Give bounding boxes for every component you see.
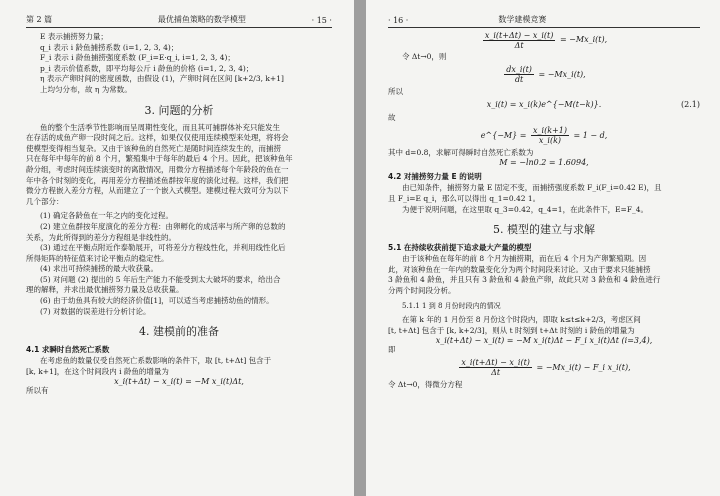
paragraph-line: 在存活的成鱼产卵一段时间之后。这样，如果仅仅使用连续模型来处理，将将会 [26,133,289,143]
subsection-5-1-title: 5.1 在持续收获前提下追求最大产量的模型 [388,243,532,253]
equation-5-1: x_i(t+Δt) − x_i(t) = −M x_i(t)Δt − F_i x_i(t)Δt (i=3,4), [435,336,653,346]
right-page [366,0,720,496]
right-page-number: · 16 · [388,16,409,25]
equation-2-1 [388,97,700,113]
equation-number: (2.1) [681,100,700,110]
list-item: (5) 对问题 (2) 提出的 5 年后生产能力不能受到太大破坏的要求，给出合 [40,274,281,284]
paragraph-line: [k, k+1]，在这个时间段内 i 龄鱼的增量为 [26,366,169,376]
death-rate-line: 其中 d=0.8，求解可得瞬时自然死亡系数为 [388,147,534,157]
fraction-numerator: x_i(k+1) [533,126,567,136]
definition-line: q_i 表示 i 龄鱼捕捞系数 (i=1, 2, 3, 4)； [40,42,179,52]
equation-derivative [388,63,700,87]
intro-definitions [26,32,332,96]
left-page [0,0,354,496]
subsection-4-1-title: 4.1 求瞬时自然死亡系数 [26,345,110,355]
equation-difference-quotient [388,28,700,52]
list-item: 关系，为此所得到的差分方程组是非线性的。 [26,232,176,242]
paragraph-line: 由于该种鱼在每年的前 8 个月为捕捞期，而在后 4 个月为产卵繁殖期。因 [402,254,647,264]
fraction-numerator: x_i(t+Δt) − x_i(t) [461,358,530,368]
equation-ratio [388,124,700,148]
fraction-denominator: Δt [491,368,501,378]
paragraph-line: 使模型变得相当复杂。又由于该种鱼的自然死亡是随时间连续发生的，而捕捞 [26,143,281,153]
definition-line: E 表示捕捞努力量； [40,32,108,41]
fraction-numerator: x_i(t+Δt) − x_i(t) [484,30,554,40]
equation-rhs: = −Mx_i(t), [559,35,608,44]
paragraph-line: 龄分组，考虑时间连续演变时的离散情况，用微分方程描述每个年龄段的鱼在一 [26,164,289,174]
list-item: (2) 建立鱼群按年度演化的差分方程：由卵孵化的成活率与所产卵的总数的 [40,221,286,231]
equation-4-1: x_i(t+Δt) − x_i(t) = −M x_i(t)Δt, [114,377,244,387]
right-page-title: 数学建模竞赛 [498,15,547,24]
section-3-paragraph [26,123,332,208]
equation-M: M = −ln0.2 = 1.6094, [499,158,589,168]
equation-rhs: = −Mx_i(t) − F_i x_i(t), [536,362,631,372]
equation-lhs: e^{−M} = [480,130,527,140]
paragraph-line: 此，对该种鱼在一年内的数量变化分为两个时间段来讨论。又由于要求只能捕捞 [388,264,651,274]
equation-rhs: = 1 − d, [573,130,608,140]
paragraph-line: 鱼的整个生活季节性影响而呈周期性变化，而且其可捕群体补充只能发生 [40,122,280,132]
paragraph-line: 年中各个时刻的变化，再用差分方程描述鱼群按年度的演化过程。这样，我们把 [26,175,289,185]
section-3-title: 3. 问题的分析 [144,103,214,117]
left-page-header [26,4,332,28]
final-line: 令 Δt→0，得微分方程 [388,379,463,389]
numbered-list [26,211,332,317]
equation-rhs: = −Mx_i(t), [538,69,586,79]
left-page-title: 最优捕鱼策略的数学模型 [157,15,246,24]
closing-line: 所以有 [26,386,49,396]
subsubsection-5-1-1-title: 5.1.1 1 到 8 月份时段内的情况 [402,301,501,310]
paragraph-line: 为便于说明问题，在这里取 q_3=0.42，q_4=1，在此条件下，E=F_4。 [402,204,649,214]
paragraph-line: 几个部分： [26,196,64,206]
equation-5-2 [388,356,700,380]
paragraph-line: 在考虑鱼的数量仅受自然死亡系数影响的条件下，取 [t, t+Δt] 包含于 [40,356,272,366]
definition-line: p_i 表示价值系数，即平均每公斤 i 龄鱼的价格 (i=1, 2, 3, 4)； [40,63,254,73]
paragraph-line: 且 F_i=E q_i，那么可以得出 q_1=0.42 1。 [388,193,541,203]
list-item: (6) 由于幼鱼具有较大的经济价值[1]，可以适当考虑捕捞幼鱼的情形。 [40,296,274,306]
paragraph-line: 微分方程嵌入差分方程，从而建立了一个嵌入式模型。建模过程大致可分为以下 [26,186,289,196]
list-item: (1) 确定各龄鱼在一年之内的变化过程。 [40,211,174,221]
equation-2-1-body: x_i(t) = x_i(k)e^{−M(t−k)}. [486,100,602,110]
so-line: 所以 [388,86,403,96]
subsection-4-2-title: 4.2 对捕捞努力量 E 的说明 [388,172,482,182]
definition-line: η 表示产卵时间的密度函数，由假设 (1)，产卵时间在区间 [k+2/3, k+1] [40,74,284,84]
paragraph-line: 只在每年中每年的前 8 个月，繁殖集中于每年的最后 4 个月。因此，把该种鱼年 [26,154,293,164]
instant-line: 即 [388,345,396,355]
list-item: (4) 求出可持续捕捞的最大收获量。 [40,264,159,274]
paragraph-line: 由已知条件，捕捞努力量 E 固定不变，而捕捞强度系数 F_i(F_i=0.42 E)，且 [402,183,662,193]
paragraph-line: [t, t+Δt] 包含于 [k, k+2/3]，则从 t 时刻到 t+Δt 时刻的 i 龄鱼的增量为 [388,325,635,335]
left-chapter-label: 第 2 篇 [26,15,53,24]
fraction-denominator: dt [514,75,524,85]
paragraph-line: 3 龄鱼和 4 龄鱼，并且只有 3 龄鱼和 4 龄鱼产卵，故此只对 3 龄鱼和 4 龄鱼进行 [388,275,661,285]
list-item: 所得矩阵的特征值来讨论平衡点的稳定性。 [26,253,169,263]
list-item: (3) 通过在平衡点附近作泰勒展开，可将差分方程线性化，并利用线性化后 [40,243,286,253]
section-4-title: 4. 建模前的准备 [139,325,219,339]
left-page-number: · 15 · [311,16,332,25]
paragraph-line: 分两个时间段分析。 [388,285,456,295]
list-item: 理的解释，并求出最优捕捞努力量及总收获量。 [26,285,184,295]
limit-line: 令 Δt→0，则 [402,52,447,61]
fraction-numerator: dx_i(t) [506,65,532,75]
fraction-denominator: Δt [514,40,524,50]
definition-line: 上均匀分布，故 η 为常数。 [40,84,132,94]
fraction-denominator: x_i(k) [538,136,562,146]
paragraph-line: 在第 k 年的 1 月份至 8 月份这个时段内，即取 k≤t≤k+2/3，考虑区间 [402,315,641,325]
list-item: (7) 对数据的误差进行分析讨论。 [40,306,151,316]
section-5-title: 5. 模型的建立与求解 [493,223,595,237]
definition-line: F_i 表示 i 龄鱼捕捞强度系数 (F_i=E·q_i, i=1, 2, 3, 4)； [40,53,235,63]
therefore-line: 故 [388,113,396,123]
right-page-header [388,4,700,28]
